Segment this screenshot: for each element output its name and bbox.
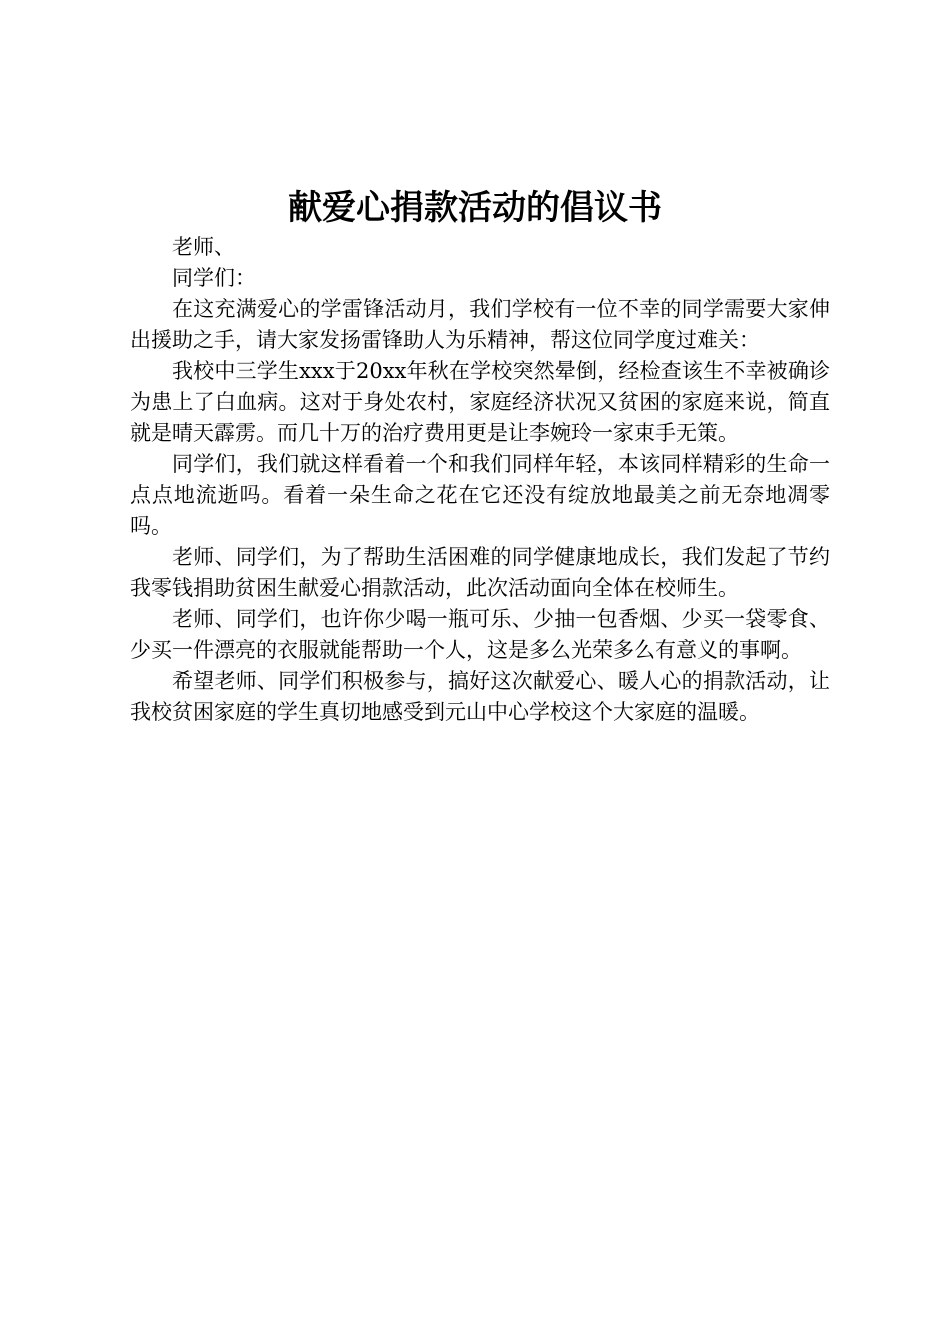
body-paragraph: 我校中三学生xxx于20xx年秋在学校突然晕倒，经检查该生不幸被确诊为患上了白血病。这对于身处农村，家庭经济状况又贫困的家庭来说，简直就是晴天霹雳。而几十万的治疗费用更是让李婉玲一家束手无策。 [130,359,830,445]
body-paragraph: 希望老师、同学们积极参与，搞好这次献爱心、暖人心的捐款活动，让我校贫困家庭的学生真切地感受到元山中心学校这个大家庭的温暖。 [130,669,830,724]
greeting-line: 同学们： [172,266,256,290]
body-paragraph: 同学们，我们就这样看着一个和我们同样年轻，本该同样精彩的生命一点点地流逝吗。看着一朵生命之花在它还没有绽放地最美之前无奈地凋零吗。 [130,452,830,538]
greeting-line: 老师、 [172,235,235,259]
body-paragraph: 在这充满爱心的学雷锋活动月，我们学校有一位不幸的同学需要大家伸出援助之手，请大家发扬雷锋助人为乐精神，帮这位同学度过难关： [130,297,830,352]
body-paragraph: 老师、同学们，也许你少喝一瓶可乐、少抽一包香烟、少买一袋零食、少买一件漂亮的衣服就能帮助一个人，这是多么光荣多么有意义的事啊。 [130,607,830,662]
document-title: 献爱心捐款活动的倡议书 [288,188,662,228]
document-body [130,232,830,728]
body-paragraph: 老师、同学们，为了帮助生活困难的同学健康地成长，我们发起了节约我零钱捐助贫困生献爱心捐款活动，此次活动面向全体在校师生。 [130,545,830,600]
